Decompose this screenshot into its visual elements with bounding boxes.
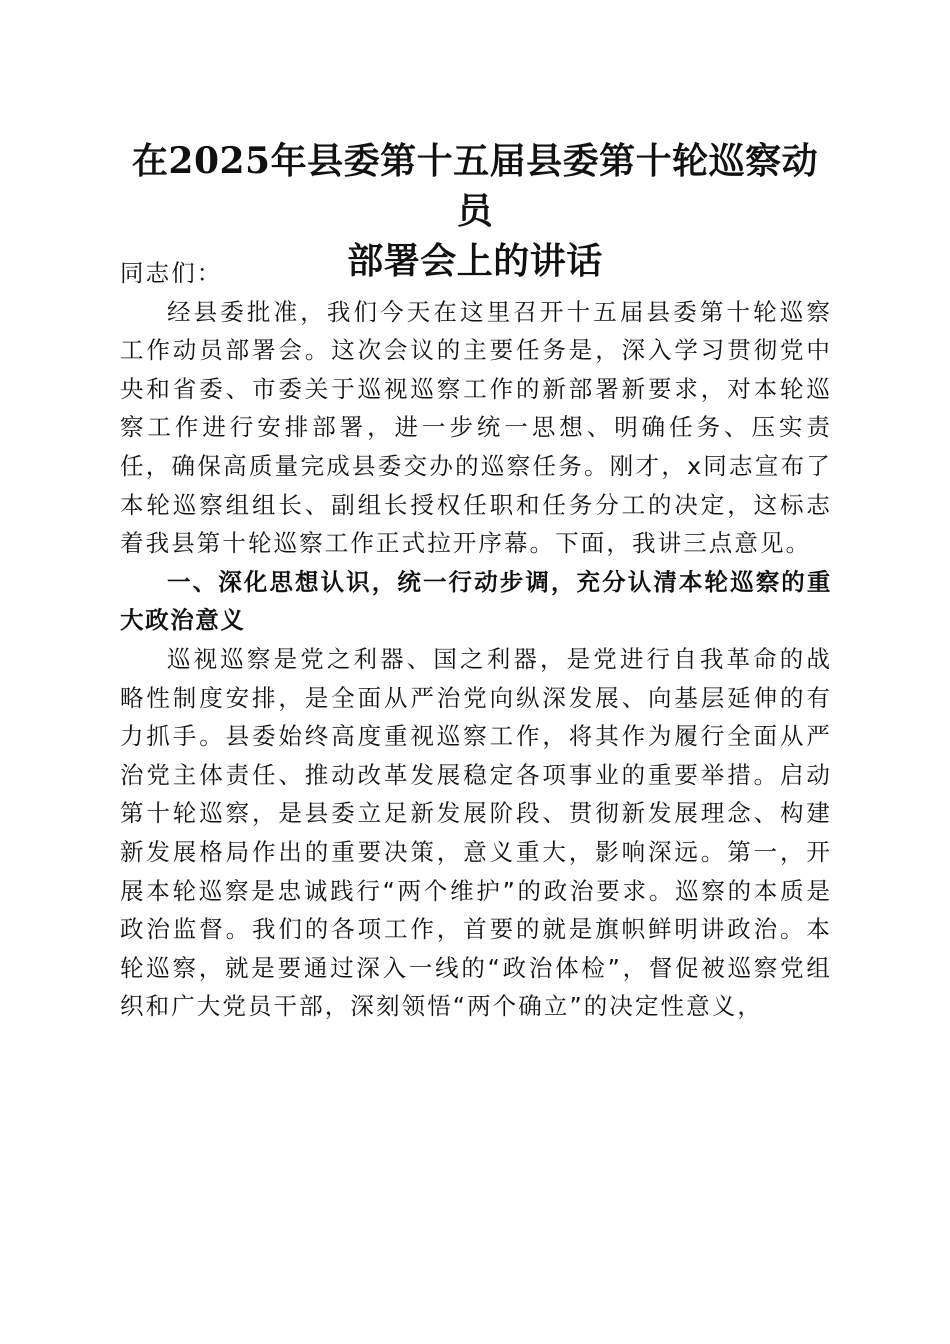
salutation: 同志们： bbox=[120, 259, 223, 287]
section-heading: 一、深化思想认识，统一行动步调，充分认清本轮巡察的重大政治意义 bbox=[120, 567, 832, 635]
document-body bbox=[120, 254, 832, 1026]
title-line-2: 部署会上的讲话 bbox=[347, 240, 603, 282]
title-line-1: 在2025年县委第十五届县委第十轮巡察动员 bbox=[131, 140, 819, 232]
opening-paragraph: 经县委批准，我们今天在这里召开十五届县委第十轮巡察工作动员部署会。这次会议的主要任务是，深入学习贯彻党中央和省委、市委关于巡视巡察工作的新部署新要求，对本轮巡察工作进行安排部署，进一步统一思想、明确任务、压实责任，确保高质量完成县委交办的巡察任务。刚才，x同志宣布了本轮巡察组组长、副组长授权任职和任务分工的决定，这标志着我县第十轮巡察工作正式拉开序幕。下面，我讲三点意见。 bbox=[120, 297, 832, 558]
section-paragraph: 巡视巡察是党之利器、国之利器，是党进行自我革命的战略性制度安排，是全面从严治党向纵深发展、向基层延伸的有力抓手。县委始终高度重视巡察工作，将其作为履行全面从严治党主体责任、推动改革发展稳定各项事业的重要举措。启动第十轮巡察，是县委立足新发展阶段、贯彻新发展理念、构建新发展格局作出的重要决策，意义重大，影响深远。第一，开展本轮巡察是忠诚践行“两个维护”的政治要求。巡察的本质是政治监督。我们的各项工作，首要的就是旗帜鲜明讲政治。本轮巡察，就是要通过深入一线的“政治体检”，督促被巡察党组织和广大党员干部，深刻领悟“两个确立”的决定性意义， bbox=[120, 644, 832, 1021]
